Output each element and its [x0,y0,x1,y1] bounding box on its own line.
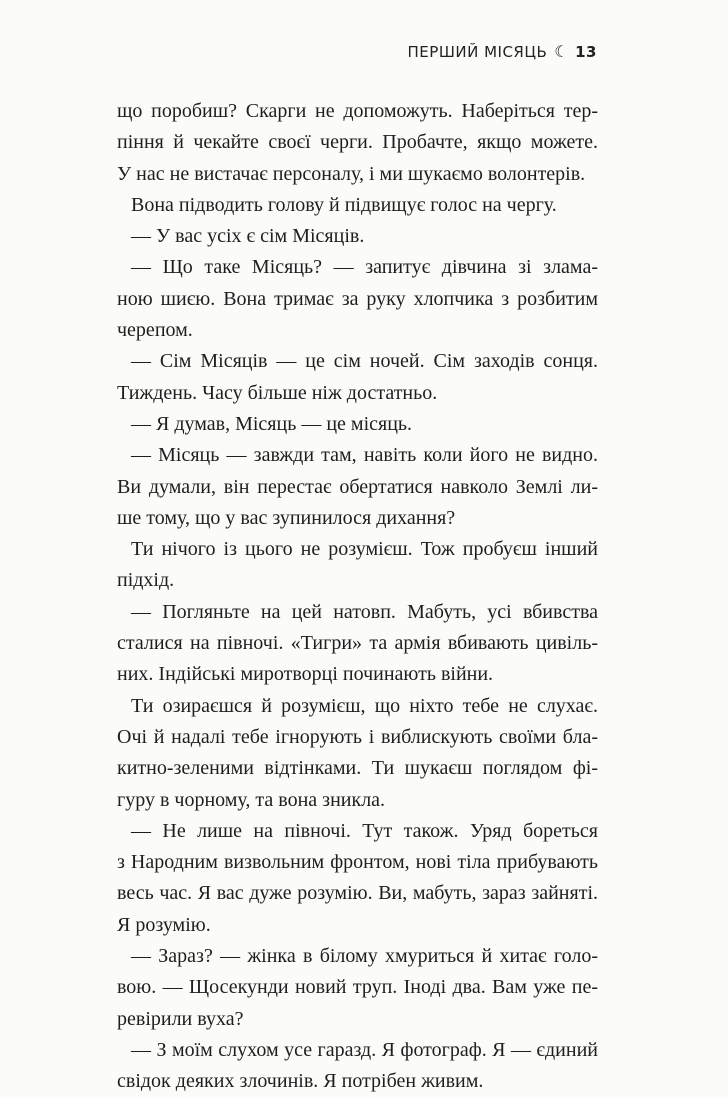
chapter-title: ПЕРШИЙ МІСЯЦЬ [407,43,548,61]
text-line: — У вас усіх є сім Місяців. [131,225,365,248]
page-number: 13 [575,43,597,61]
text-line: китно-зеленими відтінками. Ти шукаєш поглядом фі- [117,757,598,780]
text-line: Ви думали, він перестає обертатися навколо Землі ли- [117,475,598,498]
crescent-moon-icon: ☾ [554,42,570,61]
text-line: У нас не вистачає персоналу, і ми шукаємо волонтерів. [117,162,586,185]
text-line: — Що таке Місяць? — запитує дівчина зі злама- [131,256,598,279]
text-line: Ти озираєшся й розумієш, що ніхто тебе не слухає. [131,694,598,717]
text-line: гуру в чорному, та вона зникла. [117,788,386,811]
text-line: ревірили вуха? [117,1007,244,1030]
text-line: сталися на півночі. «Тигри» та армія вбивають цивіль- [117,632,598,655]
text-line: ше тому, що у вас зупинилося дихання? [117,506,456,529]
text-line: ною шиєю. Вона тримає за руку хлопчика з розбитим [117,287,598,310]
text-line: вою. — Щосекунди новий труп. Іноді два. Вам уже пе- [117,976,598,999]
text-line: — Не лише на півночі. Тут також. Уряд бореться [131,819,598,842]
text-line: Вона підводить голову й підвищує голос на чергу. [131,193,557,216]
body-text [117,96,598,1098]
text-line: з Народним визвольним фронтом, нові тіла прибувають [117,851,598,874]
text-line: свідок деяких злочинів. Я потрібен живим. [117,1070,484,1093]
text-line: — Погляньте на цей натовп. Мабуть, усі вбивства [131,600,598,623]
text-line: Тиждень. Часу більше ніж достатньо. [117,381,438,404]
text-line: піння й чекайте своєї черги. Пробачте, якщо можете. [117,131,598,154]
text-line: — З моїм слухом усе гаразд. Я фотограф. Я — єдиний [131,1038,598,1061]
text-line: Ти нічого із цього не розумієш. Тож пробуєш інший [131,538,598,561]
text-line: — Місяць — завжди там, навіть коли його не видно. [131,444,598,467]
text-line: — Я думав, Місяць — це місяць. [131,412,413,435]
text-line: Я розумію. [117,913,211,936]
text-line: Очі й надалі тебе ігнорують і виблискують своїми бла- [117,725,598,748]
text-line: них. Індійські миротворці починають війни. [117,663,494,686]
text-line: — Сім Місяців — це сім ночей. Сім заходів сонця. [131,350,598,373]
running-header [408,43,597,61]
text-line: весь час. Я вас дуже розумію. Ви, мабуть, зараз зайняті. [117,882,598,905]
text-line: черепом. [117,319,193,342]
text-line: що поробиш? Скарги не допоможуть. Наберіться тер- [117,100,598,122]
text-line: — Зараз? — жінка в білому хмуриться й хитає голо- [131,945,598,968]
text-line: підхід. [117,569,175,592]
